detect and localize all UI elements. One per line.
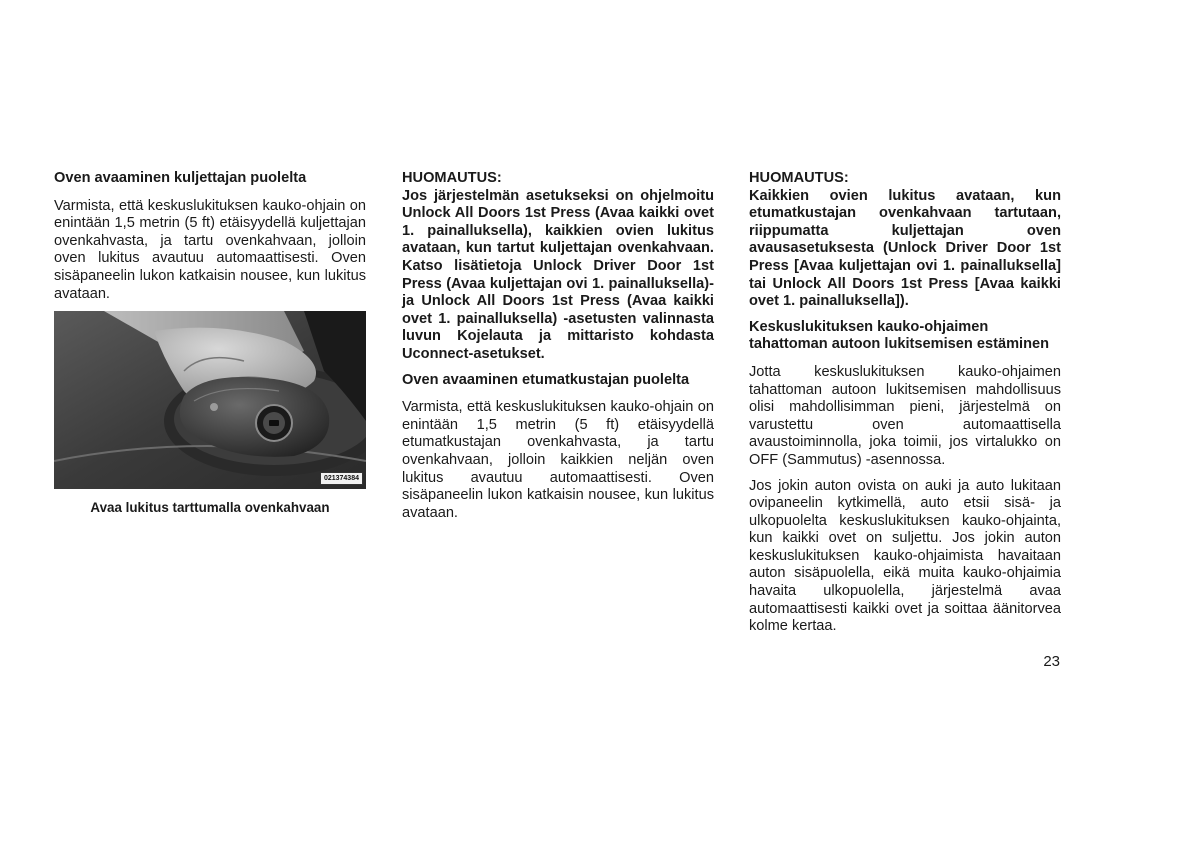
door-handle-figure [54,311,366,489]
page-number: 23 [1043,653,1060,670]
paragraph-lockout-prevention-1: Jotta keskuslukituksen kauko-ohjaimen tahattoman autoon lukitsemisen mahdollisuus olisi mahdollisimman pieni, järjestelmä on varustettu oven automaattisella avaustoiminnolla, joka toimii, jos virtalukko on OFF (Sammutus) -asennossa. [749,363,1061,468]
note-text: Kaikkien ovien lukitus avataan, kun etumatkustajan ovenkahvaan tartutaan, riippumatta kuljettajan oven avausasetuksesta (Unlock Driver Door 1st Press [Avaa kuljettajan ovi 1. painalluksella] tai Unlock All Doors 1st Press [Avaa kaikki ovet 1. painalluksella]). [749,187,1061,310]
figure-caption: Avaa lukitus tarttumalla ovenkahvaan [90,500,330,516]
right-column [749,170,1061,644]
figure-image-id: 021374384 [320,472,363,485]
paragraph-driver-side: Varmista, että keskuslukituksen kauko-ohjain on enintään 1,5 metrin (5 ft) etäisyydellä kuljettajan ovenkahvasta, ja tartu ovenkahvaan, jolloin oven lukitus avautuu automaattisesti. Oven sisäpaneelin lukon katkaisin nousee, kun lukitus avataan. [54,197,366,302]
door-handle-illustration [54,311,366,489]
paragraph-lockout-prevention-2: Jos jokin auton ovista on auki ja auto lukitaan ovipaneelin kytkimellä, auto etsii sisä- ja ulkopuolelta keskuslukituksen kauko-ohjainta, kun kaikki ovet on suljettu. Jos jokin auton keskuslukituksen kauko-ohjaimista havaitaan auton sisäpuolella, eikä muita kauko-ohjaimia havaita ulkopuolella, järjestelmä avaa automaattisesti kaikki ovet ja soittaa äänitorvea kolme kertaa. [749,477,1061,635]
note-title: HUOMAUTUS: [749,170,849,186]
section-heading-lockout-prevention: Keskuslukituksen kauko-ohjaimen tahattoman autoon lukitsemisen estäminen [749,318,1050,353]
middle-column [402,170,714,530]
note-title: HUOMAUTUS: [402,170,502,186]
left-column [54,170,366,517]
section-heading-passenger-side: Oven avaaminen etumatkustajan puolelta [402,371,690,388]
note-text: Jos järjestelmän asetukseksi on ohjelmoitu Unlock All Doors 1st Press (Avaa kaikki ovet 1. painalluksella), kaikkien ovien lukitus avataan, kun tartut kuljettajan ovenkahvaan. Katso lisätietoja Unlock Driver Door 1st Press (Avaa kuljettajan ovi 1. painalluksella)- ja Unlock All Doors 1st Press (Avaa kaikki ovet 1. painalluksella) -asetusten valinnasta luvun Kojelauta ja mittaristo kohdasta Uconnect-asetukset. [402,187,714,362]
paragraph-passenger-side: Varmista, että keskuslukituksen kauko-ohjain on enintään 1,5 metrin (5 ft) etäisyydellä etumatkustajan ovenkahvasta, ja tartu ovenkahvaan, jolloin kaikkien neljän oven lukitus avautuu automaattisesti. Oven sisäpaneelin lukon katkaisin nousee, kun lukitus avataan. [402,399,714,521]
section-heading-driver-side: Oven avaaminen kuljettajan puolelta [54,170,307,186]
